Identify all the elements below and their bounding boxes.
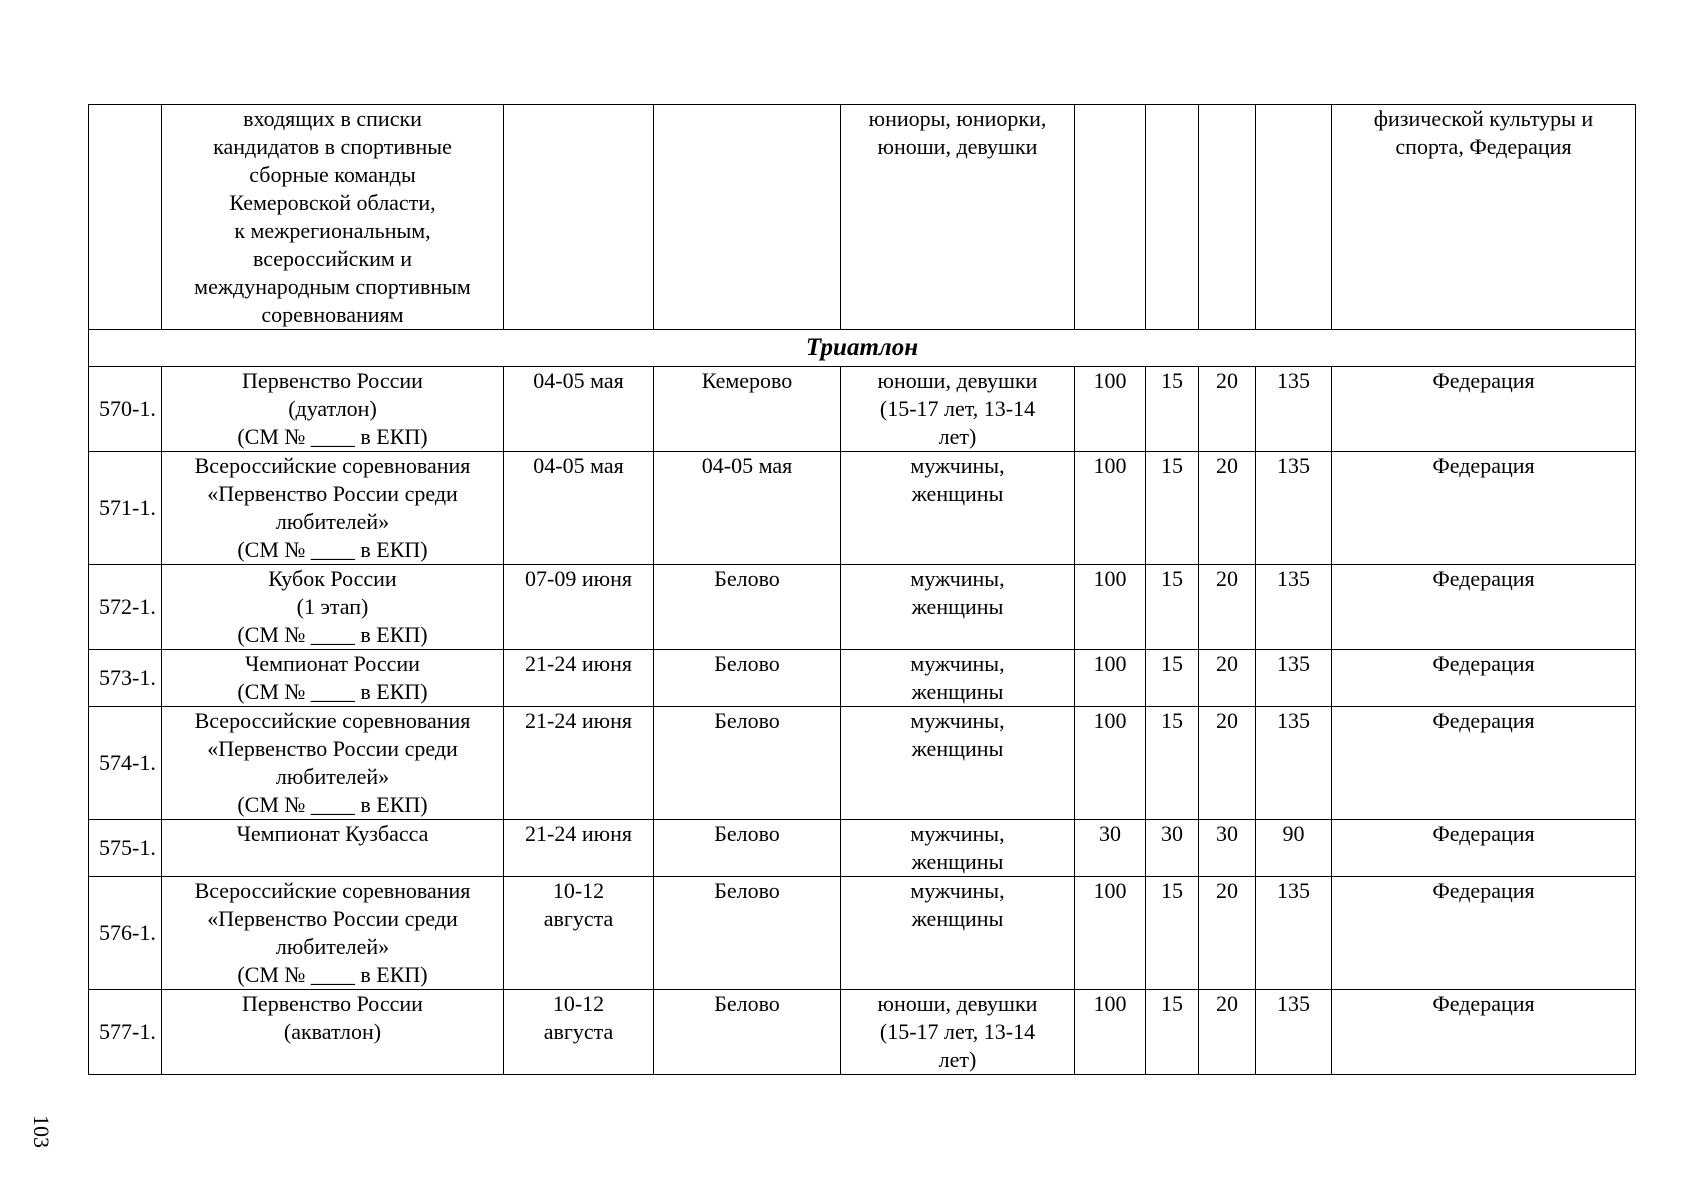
text-line: женщины: [911, 481, 1004, 506]
text-line: юниоры, юниорки,: [868, 106, 1047, 131]
cell-n2: [1146, 105, 1199, 330]
cell-n4: 135: [1256, 877, 1332, 990]
cell-n1: 30: [1075, 820, 1146, 877]
cell-n1: 100: [1075, 452, 1146, 565]
text-line: Всероссийские соревнования: [194, 708, 471, 733]
text-line: (15-17 лет, 13-14: [879, 396, 1036, 421]
cell-organizer: Федерация: [1332, 367, 1636, 452]
cell-n1: [1075, 105, 1146, 330]
cell-n1: 100: [1075, 367, 1146, 452]
cell-n4: 90: [1256, 820, 1332, 877]
cell-n4: 135: [1256, 565, 1332, 650]
text-line: 21-24 июня: [525, 651, 632, 676]
cell-organizer: Федерация: [1332, 452, 1636, 565]
cell-event-name: [162, 565, 504, 650]
cell-date: [504, 367, 654, 452]
table-row: [89, 650, 1636, 707]
cell-n3: 30: [1199, 820, 1256, 877]
cell-organizer: [1332, 105, 1636, 330]
cell-n3: 20: [1199, 452, 1256, 565]
cell-n3: 20: [1199, 565, 1256, 650]
cell-n1: 100: [1075, 707, 1146, 820]
cell-place: 04-05 мая: [654, 452, 841, 565]
text-line: (1 этап): [296, 594, 369, 619]
cell-organizer: Федерация: [1332, 707, 1636, 820]
cell-num: [89, 105, 162, 330]
cell-n2: 30: [1146, 820, 1199, 877]
text-line: соревнованиям: [261, 302, 404, 327]
text-line: (15-17 лет, 13-14: [879, 1019, 1036, 1044]
text-line: всероссийским и: [252, 246, 413, 271]
text-line: женщины: [911, 906, 1004, 931]
cell-n4: 135: [1256, 990, 1332, 1075]
text-line: (СМ № ____ в ЕКП): [237, 622, 428, 647]
cell-n2: 15: [1146, 650, 1199, 707]
cell-place: Белово: [654, 877, 841, 990]
cell-n3: 20: [1199, 707, 1256, 820]
text-line: «Первенство России среди: [207, 736, 458, 761]
text-line: «Первенство России среди: [207, 481, 458, 506]
text-line: 21-24 июня: [525, 821, 632, 846]
cell-date: [504, 820, 654, 877]
text-line: женщины: [911, 594, 1004, 619]
text-line: Кемеровской области,: [229, 190, 436, 215]
cell-place: Белово: [654, 650, 841, 707]
text-line: мужчины,: [910, 453, 1005, 478]
cell-category: [841, 877, 1075, 990]
section-header-row: [89, 330, 1636, 367]
text-line: кандидатов в спортивные: [213, 134, 452, 159]
table-row: [89, 452, 1636, 565]
cell-n3: 20: [1199, 877, 1256, 990]
cell-category: [841, 707, 1075, 820]
cell-num: 574-1.: [89, 707, 162, 820]
cell-organizer: Федерация: [1332, 990, 1636, 1075]
cell-num: 573-1.: [89, 650, 162, 707]
cell-date: [504, 565, 654, 650]
cell-place: Белово: [654, 565, 841, 650]
table-row: [89, 707, 1636, 820]
cell-place: Белово: [654, 990, 841, 1075]
text-line: 21-24 июня: [525, 708, 632, 733]
text-line: (дуатлон): [288, 396, 377, 421]
cell-place: Белово: [654, 820, 841, 877]
table-row: [89, 990, 1636, 1075]
text-line: мужчины,: [910, 878, 1005, 903]
cell-place: Кемерово: [654, 367, 841, 452]
section-title: Триатлон: [89, 330, 1636, 367]
cell-organizer: Федерация: [1332, 650, 1636, 707]
cell-date: [504, 877, 654, 990]
cell-organizer: Федерация: [1332, 820, 1636, 877]
cell-n2: 15: [1146, 367, 1199, 452]
cell-n3: 20: [1199, 367, 1256, 452]
text-line: женщины: [911, 679, 1004, 704]
text-line: Всероссийские соревнования: [194, 453, 471, 478]
text-line: любителей»: [275, 509, 390, 534]
text-line: 04-05 мая: [533, 453, 624, 478]
cell-num: 572-1.: [89, 565, 162, 650]
cell-organizer: Федерация: [1332, 565, 1636, 650]
text-line: Чемпионат России: [245, 651, 420, 676]
text-line: входящих в списки: [243, 106, 422, 131]
text-line: (СМ № ____ в ЕКП): [237, 679, 428, 704]
cell-n4: [1256, 105, 1332, 330]
text-line: Всероссийские соревнования: [194, 878, 471, 903]
cell-event-name: [162, 650, 504, 707]
table-body: [89, 105, 1636, 1075]
text-line: августа: [543, 906, 614, 931]
cell-organizer: Федерация: [1332, 877, 1636, 990]
table-row: [89, 565, 1636, 650]
cell-date: [504, 105, 654, 330]
text-line: женщины: [911, 849, 1004, 874]
text-line: мужчины,: [910, 651, 1005, 676]
table-row: [89, 877, 1636, 990]
text-line: женщины: [911, 736, 1004, 761]
cell-n2: 15: [1146, 707, 1199, 820]
text-line: (СМ № ____ в ЕКП): [237, 792, 428, 817]
cell-n1: 100: [1075, 990, 1146, 1075]
text-line: (СМ № ____ в ЕКП): [237, 962, 428, 987]
cell-event-name: [162, 452, 504, 565]
cell-date: [504, 990, 654, 1075]
text-line: юноши, девушки: [877, 368, 1038, 393]
cell-category: [841, 105, 1075, 330]
text-line: Первенство России: [242, 368, 423, 393]
cell-place: Белово: [654, 707, 841, 820]
cell-n1: 100: [1075, 650, 1146, 707]
cell-date: [504, 707, 654, 820]
text-line: Кубок России: [268, 566, 397, 591]
text-line: международным спортивным: [194, 274, 471, 299]
cell-date: [504, 452, 654, 565]
table-row: [89, 820, 1636, 877]
text-line: 10-12: [552, 991, 605, 1016]
text-line: 07-09 июня: [525, 566, 632, 591]
text-line: «Первенство России среди: [207, 906, 458, 931]
cell-event-name: [162, 105, 504, 330]
text-line: лет): [938, 1047, 977, 1072]
text-line: мужчины,: [910, 821, 1005, 846]
cell-event-name: [162, 877, 504, 990]
cell-event-name: [162, 367, 504, 452]
cell-n3: 20: [1199, 990, 1256, 1075]
cell-n2: 15: [1146, 565, 1199, 650]
cell-num: 577-1.: [89, 990, 162, 1075]
cell-num: 575-1.: [89, 820, 162, 877]
text-line: (СМ № ____ в ЕКП): [237, 537, 428, 562]
text-line: мужчины,: [910, 566, 1005, 591]
cell-n1: 100: [1075, 877, 1146, 990]
text-line: физической культуры и: [1373, 106, 1594, 131]
page-number: 103: [29, 1115, 54, 1148]
cell-n4: 135: [1256, 452, 1332, 565]
text-line: 04-05 мая: [533, 368, 624, 393]
text-line: к межрегиональным,: [234, 218, 431, 243]
cell-date: [504, 650, 654, 707]
cell-num: 576-1.: [89, 877, 162, 990]
text-line: сборные команды: [249, 162, 416, 187]
cell-n4: 135: [1256, 367, 1332, 452]
cell-event-name: [162, 820, 504, 877]
table-row: [89, 367, 1636, 452]
text-line: мужчины,: [910, 708, 1005, 733]
cell-category: [841, 452, 1075, 565]
cell-n1: 100: [1075, 565, 1146, 650]
text-line: Первенство России: [242, 991, 423, 1016]
cell-event-name: [162, 990, 504, 1075]
cell-category: [841, 367, 1075, 452]
cell-category: [841, 990, 1075, 1075]
cell-n3: [1199, 105, 1256, 330]
text-line: юноши, девушки: [877, 991, 1038, 1016]
cell-n2: 15: [1146, 877, 1199, 990]
text-line: спорта, Федерация: [1395, 134, 1572, 159]
table-row-continuation: [89, 105, 1636, 330]
text-line: лет): [938, 424, 977, 449]
text-line: юноши, девушки: [877, 134, 1038, 159]
text-line: (СМ № ____ в ЕКП): [237, 424, 428, 449]
cell-n4: 135: [1256, 707, 1332, 820]
text-line: (акватлон): [283, 1019, 382, 1044]
text-line: любителей»: [275, 934, 390, 959]
cell-n2: 15: [1146, 990, 1199, 1075]
cell-event-name: [162, 707, 504, 820]
text-line: 10-12: [552, 878, 605, 903]
cell-category: [841, 565, 1075, 650]
cell-category: [841, 650, 1075, 707]
cell-n3: 20: [1199, 650, 1256, 707]
cell-num: 571-1.: [89, 452, 162, 565]
cell-n4: 135: [1256, 650, 1332, 707]
cell-num: 570-1.: [89, 367, 162, 452]
cell-n2: 15: [1146, 452, 1199, 565]
cell-category: [841, 820, 1075, 877]
text-line: августа: [543, 1019, 614, 1044]
text-line: любителей»: [275, 764, 390, 789]
cell-place: [654, 105, 841, 330]
text-line: Чемпионат Кузбасса: [236, 821, 429, 846]
events-table: [88, 104, 1636, 1075]
